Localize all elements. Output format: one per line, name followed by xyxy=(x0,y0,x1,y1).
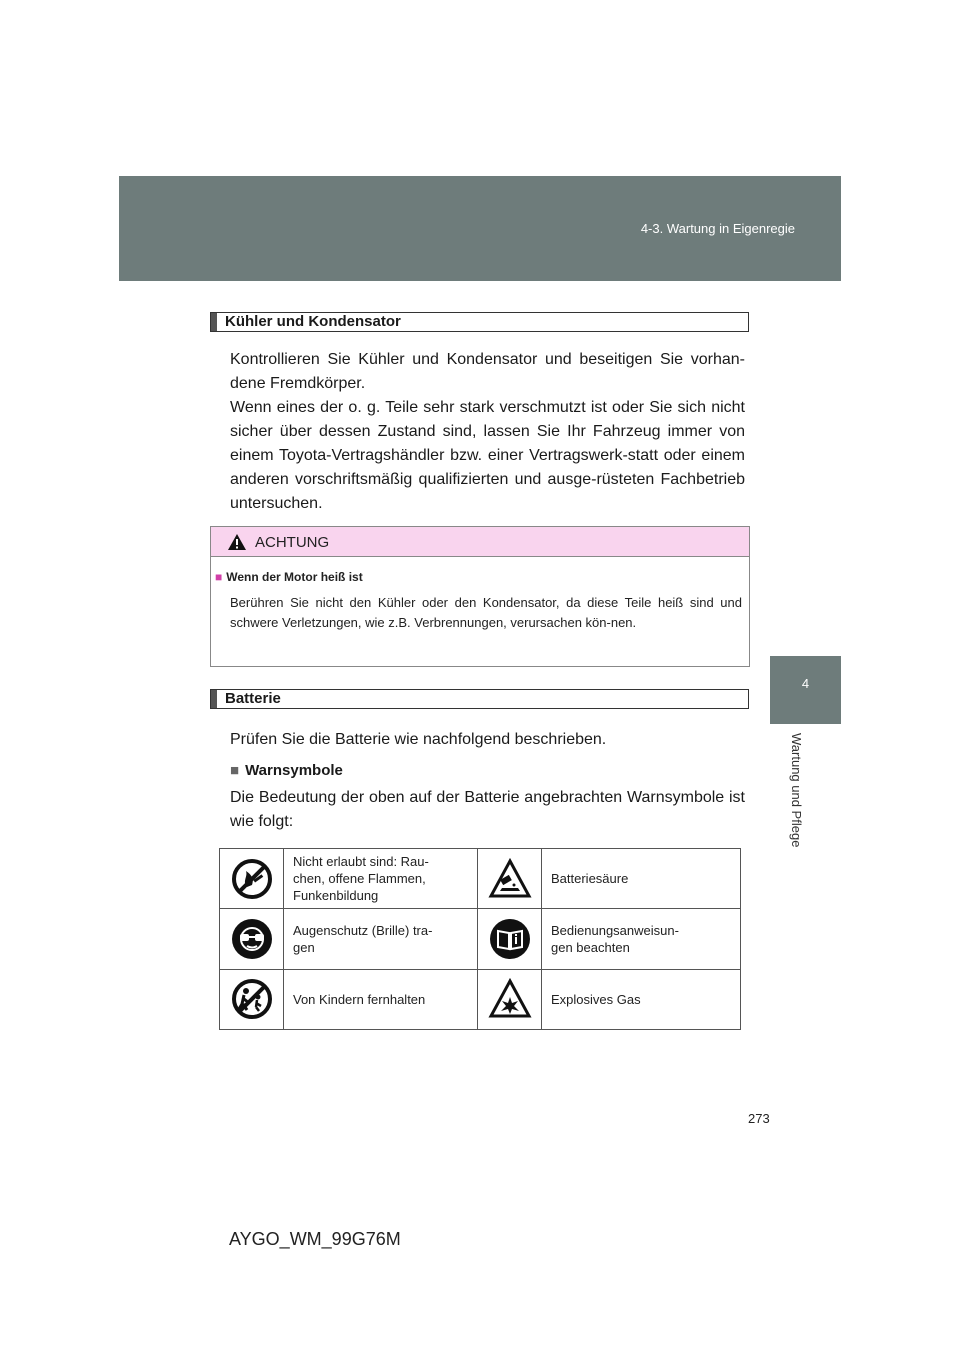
explosive-gas-icon xyxy=(488,977,532,1021)
battery-intro: Prüfen Sie die Batterie wie nachfolgend beschrieben. xyxy=(230,731,607,748)
warning-symbols-heading xyxy=(230,762,343,779)
table-row xyxy=(220,849,741,909)
caution-text: Berühren Sie nicht den Kühler oder den Kondensator, da diese Teile heiß sind und schwere Verletzungen, wie z.B. Verbrennungen, verursachen kön-nen. xyxy=(230,595,742,630)
warning-symbols-table xyxy=(219,848,741,1030)
chapter-label: Wartung und Pflege xyxy=(789,733,804,848)
page-number: 273 xyxy=(748,1111,770,1126)
table-row xyxy=(220,969,741,1029)
square-bullet-icon: ■ xyxy=(215,570,223,584)
warning-symbols-description: Die Bedeutung der oben auf der Batterie angebrachten Warnsymbole ist wie folgt: xyxy=(230,789,745,830)
caution-subheading xyxy=(215,570,363,584)
section-breadcrumb: 4-3. Wartung in Eigenregie xyxy=(640,221,795,236)
no-fire-smoking-icon xyxy=(230,857,274,901)
symbol-label: Von Kindern fernhalten xyxy=(293,991,426,1007)
symbol-label: Batteriesäure xyxy=(551,871,629,887)
caution-subheading-text: Wenn der Motor heiß ist xyxy=(226,570,363,584)
table-row xyxy=(220,909,741,969)
document-code: AYGO_WM_99G76M xyxy=(229,1229,401,1249)
caution-title: ACHTUNG xyxy=(255,534,330,551)
warning-triangle-icon xyxy=(227,533,247,551)
radiator-paragraph: Kontrollieren Sie Kühler und Kondensator und beseitigen Sie vorhan-dene Fremdkörper. Wenn eines der o. g. Teile sehr stark verschmutzt ist oder Sie sich nicht sicher über dessen Zustand sind, lassen Sie Ihr Fahrzeug immer von einem Toyota-Vertragshändler bzw. einer Vertragswerk-statt oder einem anderen vorschriftsmäßig qualifizierten und ausge-rüsteten Fachbetrieb untersuchen. xyxy=(230,351,745,512)
eye-protection-icon xyxy=(230,917,274,961)
caution-box xyxy=(210,526,750,667)
symbol-label: Explosives Gas xyxy=(551,991,641,1007)
battery-acid-icon xyxy=(488,857,532,901)
symbol-label: Augenschutz (Brille) tra- gen xyxy=(293,922,433,955)
section-heading-radiator: Kühler und Kondensator xyxy=(210,312,749,332)
caution-header xyxy=(211,527,749,557)
symbol-label: Nicht erlaubt sind: Rau- chen, offene Flammen, Funkenbildung xyxy=(293,854,429,904)
chapter-tab xyxy=(770,656,841,724)
read-manual-icon xyxy=(488,917,532,961)
warning-symbols-heading-text: Warnsymbole xyxy=(245,762,343,779)
symbol-label: Bedienungsanweisun- gen beachten xyxy=(551,922,679,955)
header-band xyxy=(119,176,841,281)
keep-away-children-icon xyxy=(230,977,274,1021)
section-heading-battery: Batterie xyxy=(210,689,749,709)
chapter-number: 4 xyxy=(801,676,810,691)
square-bullet-icon: ■ xyxy=(230,762,240,779)
